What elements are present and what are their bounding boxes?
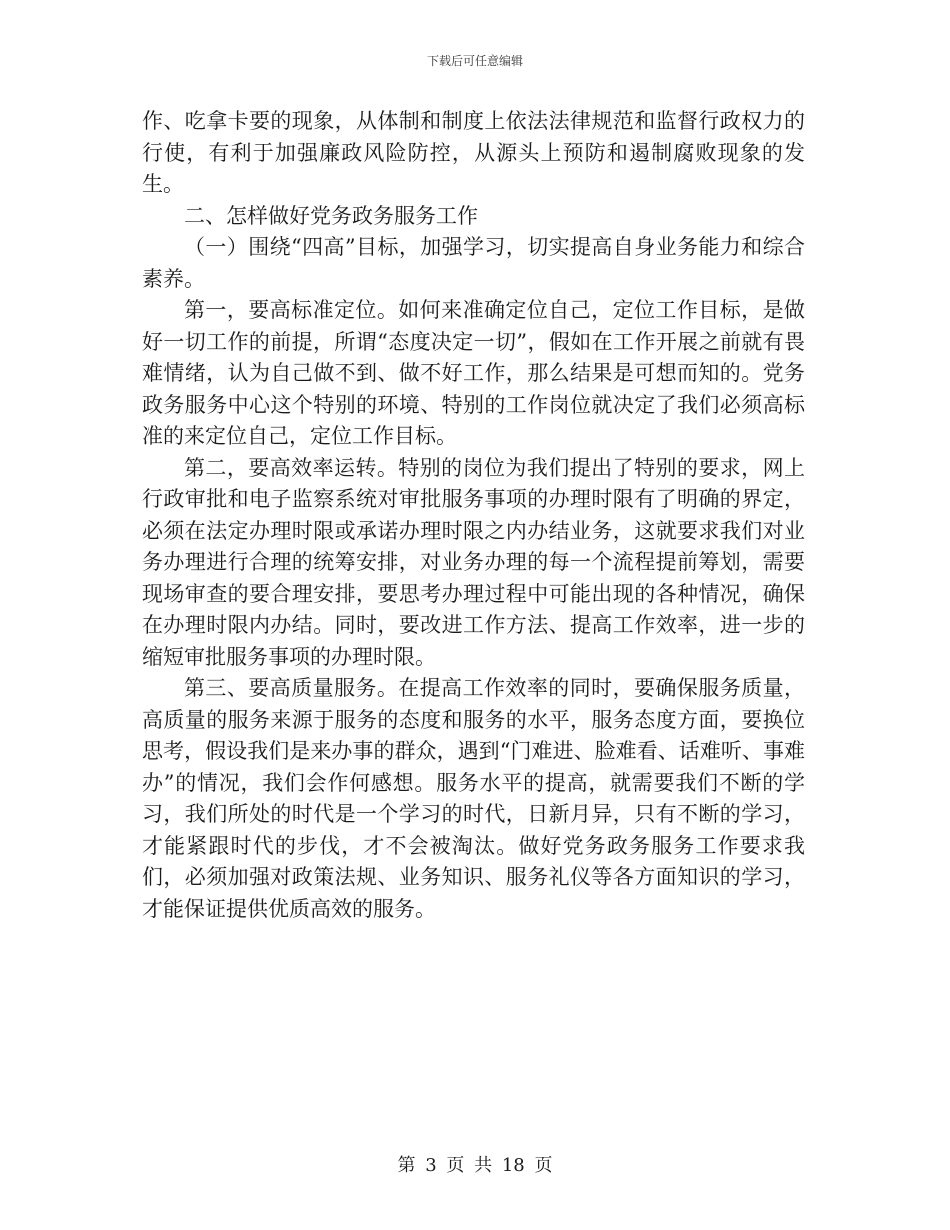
- page-number-footer: 第 3 页 共 18 页: [397, 1155, 553, 1176]
- page-header: 下载后可任意编辑: [426, 54, 523, 68]
- paragraph-second: 第二，要高效率运转。特别的岗位为我们提出了特别的要求，网上行政审批和电子监察系统对审批服务事项的办理时限有了明确的界定，必须在法定办理时限或承诺办理时限之内办结业务，这就要求我们对业务办理进行合理的统筹安排，对业务办理的每一个流程提前筹划，需要现场审查的要合理安排，要思考办理过程中可能出现的各种情况，确保在办理时限内办结。同时，要改进工作方法、提高工作效率，进一步的缩短审批服务事项的办理时限。: [142, 455, 805, 669]
- document-body: [142, 106, 805, 925]
- section-heading: 二、怎样做好党务政务服务工作: [184, 203, 478, 228]
- subsection-heading: （一）围绕“四高”目标，加强学习，切实提高自身业务能力和综合素养。: [142, 235, 805, 291]
- paragraph-first: 第一，要高标准定位。如何来准确定位自己，定位工作目标，是做好一切工作的前提，所谓“态度决定一切”，假如在工作开展之前就有畏难情绪，认为自己做不到、做不好工作，那么结果是可想而知的。党务政务服务中心这个特别的环境、特别的工作岗位就决定了我们必须高标准的来定位自己，定位工作目标。: [142, 298, 805, 448]
- paragraph-third: 第三、要高质量服务。在提高工作效率的同时，要确保服务质量，高质量的服务来源于服务的态度和服务的水平，服务态度方面，要换位思考，假设我们是来办事的群众，遇到“门难进、脸难看、话难听、事难办”的情况，我们会作何感想。服务水平的提高，就需要我们不断的学习，我们所处的时代是一个学习的时代，日新月异，只有不断的学习，才能紧跟时代的步伐，才不会被淘汰。做好党务政务服务工作要求我们，必须加强对政策法规、业务知识、服务礼仪等各方面知识的学习，才能保证提供优质高效的服务。: [142, 676, 805, 921]
- paragraph-continuation: 作、吃拿卡要的现象，从体制和制度上依法法律规范和监督行政权力的行使，有利于加强廉政风险防控，从源头上预防和遏制腐败现象的发生。: [142, 109, 805, 196]
